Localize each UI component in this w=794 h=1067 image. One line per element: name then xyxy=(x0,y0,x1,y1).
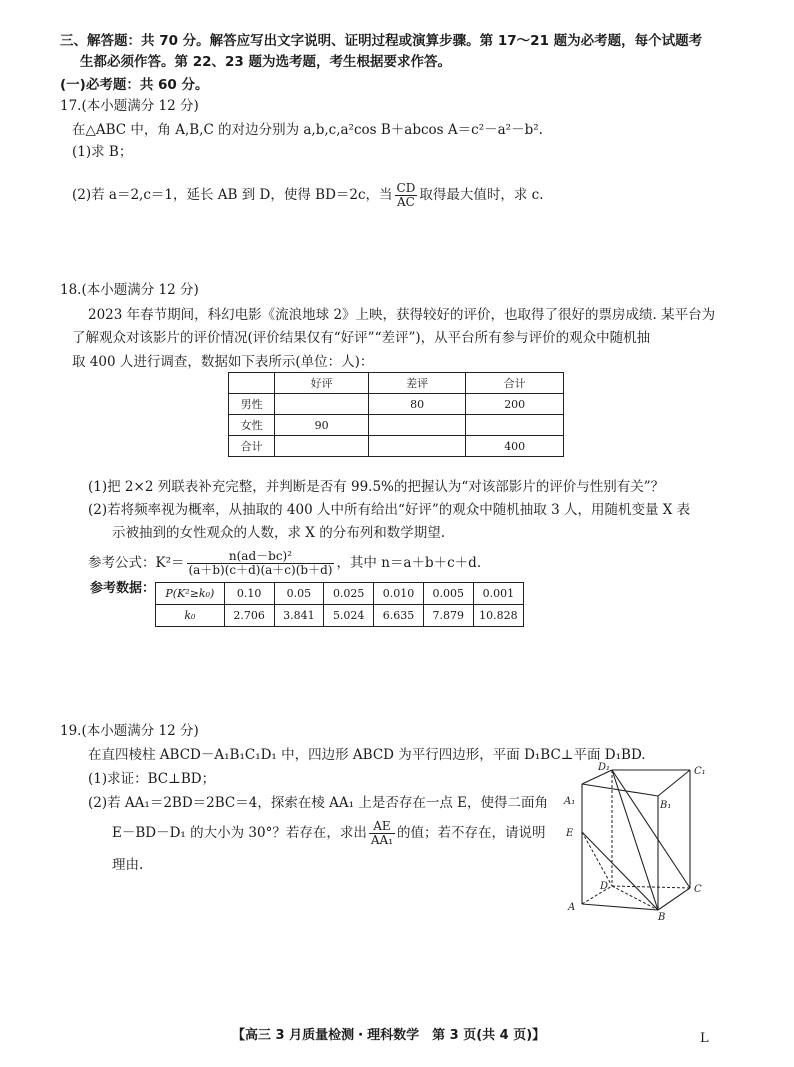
table-cell: 合计 xyxy=(229,436,275,457)
table-cell: 女性 xyxy=(229,415,275,436)
q17-fraction-denominator: AC xyxy=(397,195,415,209)
label-a1: A₁ xyxy=(564,796,576,807)
formula-denominator: (a＋b)(c＋d)(a＋c)(b＋d) xyxy=(188,563,333,577)
q19-fraction-numerator: AE xyxy=(369,820,395,834)
reference-data-table xyxy=(155,582,524,627)
q17-fraction-numerator: CD xyxy=(396,181,416,195)
table-cell: 6.635 xyxy=(374,605,424,627)
table-row xyxy=(156,583,524,605)
section-heading-line2: 生都必须作答。第 22、23 题为选考题，考生根据要求作答。 xyxy=(80,54,451,70)
formula-fraction xyxy=(187,550,335,577)
table-cell: k₀ xyxy=(156,605,225,627)
table-cell: 80 xyxy=(368,394,465,415)
q17-part2 xyxy=(72,182,544,209)
q17-part2-text-after: 取得最大值时，求 c. xyxy=(419,187,544,203)
table-cell: 90 xyxy=(275,415,369,436)
q18-part2-line2: 示被抽到的女性观众的人数，求 X 的分布列和数学期望. xyxy=(112,525,445,541)
formula-numerator: n(ad－bc)² xyxy=(187,550,335,564)
label-c: C xyxy=(694,884,702,895)
table-cell: 3.841 xyxy=(274,605,324,627)
q18-part1: (1)把 2×2 列联表补充完整，并判断是否有 99.5%的把握认为“对该部影片的评价与性别有关”？ xyxy=(88,479,665,495)
table-cell: 0.05 xyxy=(274,583,324,605)
reference-data-label: 参考数据： xyxy=(90,581,156,596)
table-cell xyxy=(275,436,369,457)
q18-header: 18.(本小题满分 12 分) xyxy=(60,282,199,298)
table-cell: 0.005 xyxy=(423,583,473,605)
table-cell: 合计 xyxy=(466,373,564,394)
page-footer: 【高三 3 月质量检测・理科数学 第 3 页(共 4 页)】 xyxy=(232,1028,546,1043)
q19-header: 19.(本小题满分 12 分) xyxy=(60,723,199,739)
table-cell: 0.10 xyxy=(224,583,274,605)
label-a: A xyxy=(568,902,576,913)
edge-e-b xyxy=(582,832,658,910)
table-cell: 差评 xyxy=(368,373,465,394)
table-cell: 7.879 xyxy=(423,605,473,627)
contingency-table xyxy=(228,372,564,457)
formula-tail: ，其中 n＝a＋b＋c＋d. xyxy=(336,555,482,571)
q17-stem: 在△ABC 中，角 A,B,C 的对边分别为 a,b,c,a²cos B＋abcos A＝c²－a²－b². xyxy=(72,122,543,138)
q17-part2-text-before: (2)若 a＝2,c＝1，延长 AB 到 D，使得 BD＝2c，当 xyxy=(72,187,393,203)
q18-stem-line1: 2023 年春节期间，科幻电影《流浪地球 2》上映，获得较好的评价，也取得了很好的票房成绩. 某平台为 xyxy=(88,307,716,323)
label-d: D xyxy=(600,881,609,892)
table-cell: 400 xyxy=(466,436,564,457)
table-row xyxy=(229,436,564,457)
table-row xyxy=(229,415,564,436)
table-cell: 0.025 xyxy=(324,583,374,605)
q19-part2-line1: (2)若 AA₁＝2BD＝2BC＝4，探索在棱 AA₁ 上是否存在一点 E，使得二面角 xyxy=(88,795,548,811)
q19-stem: 在直四棱柱 ABCD－A₁B₁C₁D₁ 中，四边形 ABCD 为平行四边形，平面 D₁BC⊥平面 D₁BD. xyxy=(88,747,646,763)
table-cell: 男性 xyxy=(229,394,275,415)
table-cell: 5.024 xyxy=(324,605,374,627)
table-row xyxy=(156,605,524,627)
table-cell: 0.010 xyxy=(374,583,424,605)
formula-label: 参考公式：K²＝ xyxy=(88,555,185,571)
q19-part2-text-before: E－BD－D₁ 的大小为 30°？若存在，求出 xyxy=(112,825,367,841)
table-cell xyxy=(368,436,465,457)
q18-formula xyxy=(88,548,481,578)
q19-fraction-denominator: AA₁ xyxy=(370,833,394,847)
table-cell: 10.828 xyxy=(473,605,523,627)
section-heading-line1: 三、解答题：共 70 分。解答应写出文字说明、证明过程或演算步骤。第 17～21 题为必考题，每个试题考 xyxy=(60,33,703,49)
edge-a-b xyxy=(582,904,658,910)
table-row xyxy=(229,373,564,394)
table-cell xyxy=(275,394,369,415)
table-cell: 200 xyxy=(466,394,564,415)
q19-part2-text-after: 的值；若不存在，请说明 xyxy=(397,825,546,841)
q18-part2-line1: (2)若将频率视为概率，从抽取的 400 人中所有给出“好评”的观众中随机抽取 3 人，用随机变量 X 表 xyxy=(88,502,691,518)
table-cell: 好评 xyxy=(275,373,369,394)
edge-c1-b1 xyxy=(658,770,690,796)
prism-figure xyxy=(560,762,710,922)
label-b1: B₁ xyxy=(660,800,672,811)
q19-part2-fraction xyxy=(369,820,395,847)
q17-part2-fraction xyxy=(395,182,418,209)
table-cell: P(K²≥k₀) xyxy=(156,583,225,605)
label-c1: C₁ xyxy=(694,766,706,777)
edge-b-c xyxy=(658,888,690,910)
label-e: E xyxy=(566,828,574,839)
label-d1: D₁ xyxy=(598,762,611,773)
q17-part1: (1)求 B； xyxy=(72,144,133,160)
edge-d1-b xyxy=(612,770,658,910)
hidden-edge-e-d xyxy=(582,832,612,886)
edge-d1-c xyxy=(612,770,690,888)
page-mark: L xyxy=(700,1031,709,1046)
q19-part2-line3: 理由. xyxy=(112,857,144,873)
table-cell xyxy=(466,415,564,436)
label-b: B xyxy=(658,912,666,922)
table-cell xyxy=(229,373,275,394)
q18-stem-line2: 了解观众对该影片的评价情况(评价结果仅有“好评”“差评”)，从平台所有参与评价的观众中随机抽 xyxy=(72,330,651,346)
q17-header: 17.(本小题满分 12 分) xyxy=(60,98,199,114)
q19-part2-line2 xyxy=(112,818,546,848)
part1-heading: (一)必考题：共 60 分。 xyxy=(60,77,209,93)
table-cell xyxy=(368,415,465,436)
q19-part1: (1)求证：BC⊥BD； xyxy=(88,771,216,787)
table-cell: 2.706 xyxy=(224,605,274,627)
table-cell: 0.001 xyxy=(473,583,523,605)
table-row xyxy=(229,394,564,415)
q18-stem-line3: 取 400 人进行调查，数据如下表所示(单位：人)： xyxy=(72,354,374,370)
